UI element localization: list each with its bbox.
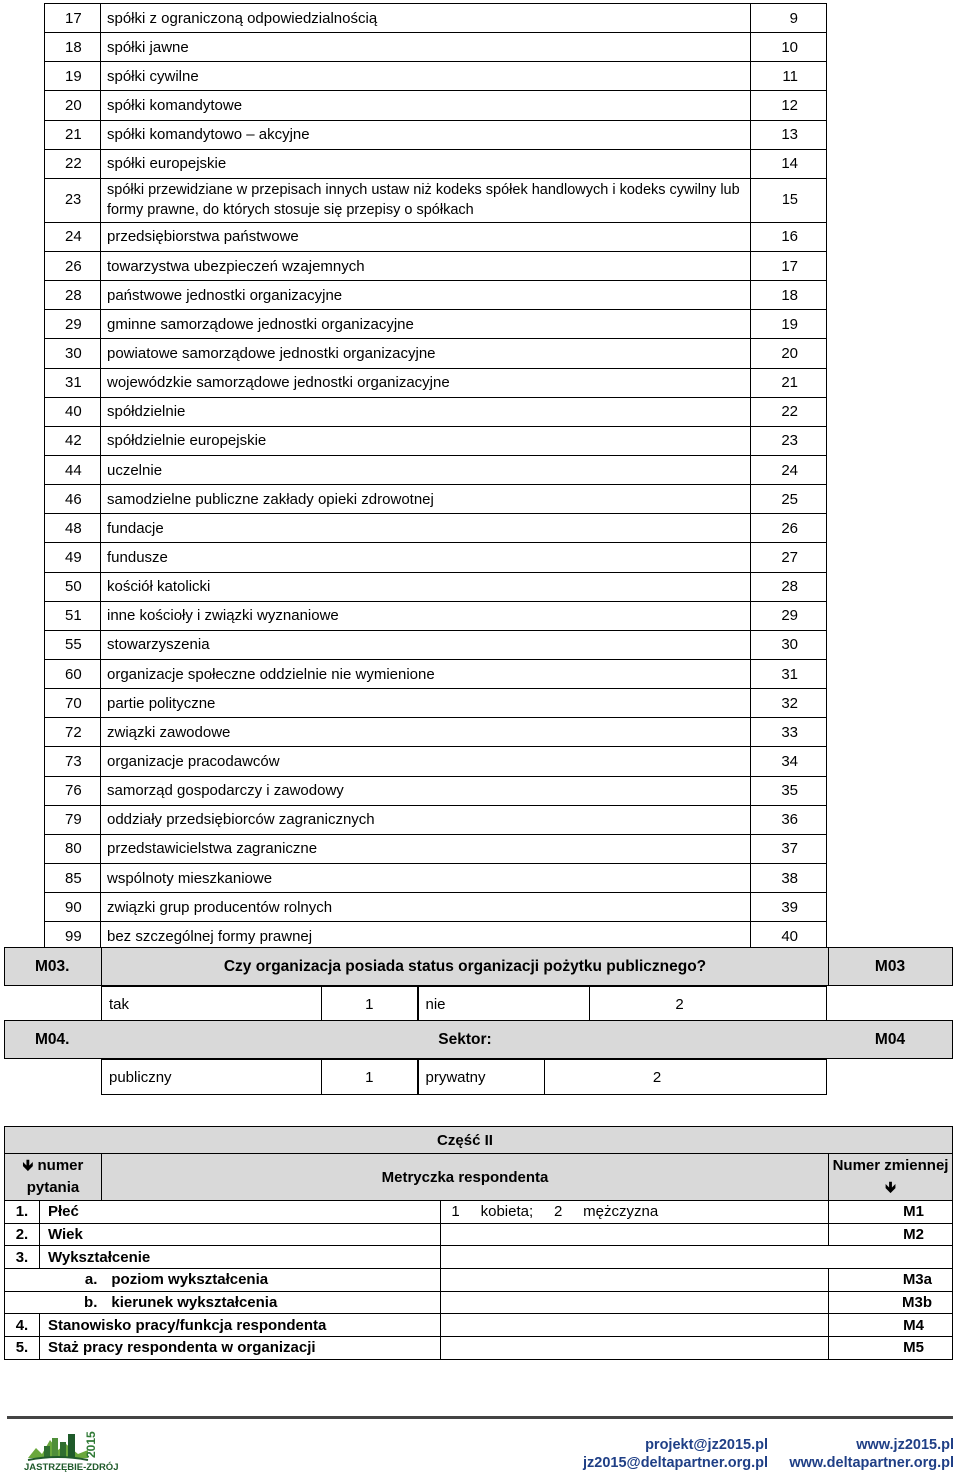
code-row <box>45 572 827 601</box>
code-value: 25 <box>751 485 827 514</box>
code-row <box>45 62 827 91</box>
option-label: nie <box>418 987 590 1022</box>
question-label: Wykształcenie <box>39 1246 440 1269</box>
code-row <box>45 485 827 514</box>
question-id: M03. <box>35 958 70 975</box>
form-number: 50 <box>45 572 101 601</box>
form-label: wojewódzkie samorządowe jednostki organizacyjne <box>101 368 751 397</box>
form-label: wspólnoty mieszkaniowe <box>101 863 751 892</box>
form-label: organizacje społeczne oddzielnie nie wymienione <box>101 659 751 688</box>
form-number: 46 <box>45 485 101 514</box>
form-label: bez szczególnej formy prawnej <box>101 922 751 951</box>
code-row <box>45 893 827 922</box>
code-value: 37 <box>751 834 827 863</box>
code-row <box>45 514 827 543</box>
code-row <box>45 863 827 892</box>
question-label: Stanowisko pracy/funkcja respondenta <box>39 1314 440 1337</box>
form-number: 85 <box>45 863 101 892</box>
code-row <box>45 543 827 572</box>
form-number: 90 <box>45 893 101 922</box>
code-value: 31 <box>751 659 827 688</box>
form-label: przedsiębiorstwa państwowe <box>101 222 751 251</box>
form-label: spółki cywilne <box>101 62 751 91</box>
form-number: 44 <box>45 455 101 484</box>
variable-id: M5 <box>829 1337 953 1360</box>
form-number: 76 <box>45 776 101 805</box>
form-label: spółki europejskie <box>101 149 751 178</box>
code-value: 23 <box>751 426 827 455</box>
form-number: 30 <box>45 339 101 368</box>
form-number: 55 <box>45 630 101 659</box>
code-row <box>45 630 827 659</box>
form-label: przedstawicielstwa zagraniczne <box>101 834 751 863</box>
question-text: Sektor: <box>438 1031 492 1048</box>
code-value: 35 <box>751 776 827 805</box>
legal-form-codes-table <box>44 3 827 951</box>
code-value: 21 <box>751 368 827 397</box>
footer-emails <box>583 1436 768 1472</box>
option-value[interactable]: 1 <box>322 987 418 1022</box>
footer-divider <box>7 1416 953 1419</box>
website-link[interactable]: www.deltapartner.org.pl <box>789 1455 954 1471</box>
footer-websites <box>786 1436 954 1472</box>
variable-id: M3b <box>829 1291 953 1314</box>
variable-id: M1 <box>829 1201 953 1224</box>
code-row <box>45 426 827 455</box>
option-value[interactable]: 2 <box>545 1060 827 1095</box>
website-link[interactable]: www.jz2015.pl <box>856 1437 954 1453</box>
column-header-variable: Numer zmiennej 🡻 <box>829 1154 953 1201</box>
question-label: poziom wykształcenia <box>101 1269 441 1292</box>
code-value: 39 <box>751 893 827 922</box>
column-header-title: Metryczka respondenta <box>101 1154 828 1201</box>
code-value: 29 <box>751 601 827 630</box>
form-number: 29 <box>45 310 101 339</box>
code-row <box>45 834 827 863</box>
code-row <box>45 718 827 747</box>
code-value: 28 <box>751 572 827 601</box>
variable-id: M2 <box>829 1223 953 1246</box>
form-number: 23 <box>45 178 101 222</box>
form-label: partie polityczne <box>101 689 751 718</box>
code-value: 22 <box>751 397 827 426</box>
form-label: kościół katolicki <box>101 572 751 601</box>
option-value[interactable]: 2 <box>590 987 827 1022</box>
form-number: 49 <box>45 543 101 572</box>
form-number: 48 <box>45 514 101 543</box>
code-value: 34 <box>751 747 827 776</box>
form-number: 21 <box>45 120 101 149</box>
form-label: inne kościoły i związki wyznaniowe <box>101 601 751 630</box>
answer-options-m03 <box>101 986 827 1022</box>
form-label: powiatowe samorządowe jednostki organizacyjne <box>101 339 751 368</box>
code-row <box>45 397 827 426</box>
form-number: 18 <box>45 33 101 62</box>
form-label: spółki jawne <box>101 33 751 62</box>
code-value: 16 <box>751 222 827 251</box>
form-number: 99 <box>45 922 101 951</box>
code-value: 18 <box>751 281 827 310</box>
form-label: spółki przewidziane w przepisach innych ustaw niż kodeks spółek handlowych i kodeks cywilny lub formy prawne, do których stosuje się przepisy o spółkach <box>101 178 751 222</box>
answer-field[interactable] <box>441 1337 829 1360</box>
code-row <box>45 222 827 251</box>
code-value: 27 <box>751 543 827 572</box>
form-number: 79 <box>45 805 101 834</box>
code-value: 30 <box>751 630 827 659</box>
code-value: 12 <box>751 91 827 120</box>
code-row <box>45 601 827 630</box>
code-row <box>45 689 827 718</box>
form-label: związki zawodowe <box>101 718 751 747</box>
part-ii-table: Część II 🡻 numer pytania Metryczka respondenta Numer zmiennej 🡻 1. Płeć 1 kobieta; 2 mężczyzna M1 2. Wiek M2 3. Wykształcenie a. poziom wykształcenia M3a b. kierunek wykształcenia M3b 4. Stanowisko pracy/funkcja respondenta M4 5. Staż pracy respondenta w organizacji M5 <box>4 1126 953 1360</box>
answer-options[interactable]: 1 kobieta; 2 mężczyzna <box>441 1201 829 1224</box>
question-text: Czy organizacja posiada status organizacji pożytku publicznego? <box>223 958 707 975</box>
code-row <box>45 251 827 280</box>
variable-id: M4 <box>829 1314 953 1337</box>
form-label: organizacje pracodawców <box>101 747 751 776</box>
code-value: 11 <box>751 62 827 91</box>
question-label: Wiek <box>39 1223 440 1246</box>
answer-field[interactable] <box>441 1291 829 1314</box>
code-value: 32 <box>751 689 827 718</box>
jastrzebie-zdroj-2015-logo <box>22 1424 119 1476</box>
answer-field[interactable] <box>441 1223 829 1246</box>
code-value: 19 <box>751 310 827 339</box>
form-label: spółki komandytowo – akcyjne <box>101 120 751 149</box>
variable-id: M3a <box>829 1269 953 1292</box>
code-row <box>45 805 827 834</box>
code-row <box>45 747 827 776</box>
code-row <box>45 339 827 368</box>
logo-caption: JASTRZĘBIE-ZDRÓJ <box>24 1462 119 1473</box>
code-row <box>45 178 827 222</box>
option-label: tak <box>102 987 322 1022</box>
form-label: stowarzyszenia <box>101 630 751 659</box>
option-value[interactable]: 1 <box>322 1060 418 1095</box>
form-number: 70 <box>45 689 101 718</box>
form-number: 60 <box>45 659 101 688</box>
form-label: spółki komandytowe <box>101 91 751 120</box>
form-label: gminne samorządowe jednostki organizacyjne <box>101 310 751 339</box>
code-value: 38 <box>751 863 827 892</box>
part-title: Część II <box>101 1127 828 1154</box>
answer-field[interactable] <box>441 1269 829 1292</box>
form-number: 80 <box>45 834 101 863</box>
form-number: 26 <box>45 251 101 280</box>
form-label: spółdzielnie europejskie <box>101 426 751 455</box>
arrow-down-icon: 🡻 <box>22 1157 34 1174</box>
code-value: 15 <box>751 178 827 222</box>
code-value: 10 <box>751 33 827 62</box>
variable-id: M03 <box>874 958 906 975</box>
code-value: 14 <box>751 149 827 178</box>
form-number: 24 <box>45 222 101 251</box>
code-row <box>45 149 827 178</box>
logo-year: 2015 <box>84 1431 98 1458</box>
column-header-question-number: 🡻 numer pytania <box>5 1154 102 1201</box>
question-m03-header <box>4 947 953 986</box>
code-value: 26 <box>751 514 827 543</box>
form-number: 22 <box>45 149 101 178</box>
form-label: towarzystwa ubezpieczeń wzajemnych <box>101 251 751 280</box>
code-value: 20 <box>751 339 827 368</box>
email-link[interactable]: jz2015@deltapartner.org.pl <box>583 1455 768 1471</box>
code-value: 40 <box>751 922 827 951</box>
code-row <box>45 368 827 397</box>
code-row <box>45 310 827 339</box>
code-row <box>45 659 827 688</box>
question-id: M04. <box>35 1031 70 1048</box>
code-row <box>45 33 827 62</box>
codes-body <box>45 4 827 951</box>
form-label: fundusze <box>101 543 751 572</box>
form-number: 42 <box>45 426 101 455</box>
form-label: samodzielne publiczne zakłady opieki zdrowotnej <box>101 485 751 514</box>
question-m04-header <box>4 1020 953 1059</box>
code-row <box>45 4 827 33</box>
form-label: spółki z ograniczoną odpowiedzialnością <box>101 4 751 33</box>
form-label: uczelnie <box>101 455 751 484</box>
code-value: 9 <box>751 4 827 33</box>
variable-id: M04 <box>874 1031 906 1048</box>
form-label: spółdzielnie <box>101 397 751 426</box>
code-row <box>45 120 827 149</box>
form-number: 28 <box>45 281 101 310</box>
form-number: 17 <box>45 4 101 33</box>
form-number: 73 <box>45 747 101 776</box>
question-label: Staż pracy respondenta w organizacji <box>39 1337 440 1360</box>
form-label: oddziały przedsiębiorców zagranicznych <box>101 805 751 834</box>
form-number: 51 <box>45 601 101 630</box>
email-link[interactable]: projekt@jz2015.pl <box>645 1437 768 1453</box>
code-value: 36 <box>751 805 827 834</box>
form-label: samorząd gospodarczy i zawodowy <box>101 776 751 805</box>
form-number: 40 <box>45 397 101 426</box>
option-label: prywatny <box>418 1060 545 1095</box>
form-number: 72 <box>45 718 101 747</box>
code-row <box>45 91 827 120</box>
code-row <box>45 455 827 484</box>
form-label: fundacje <box>101 514 751 543</box>
form-number: 20 <box>45 91 101 120</box>
option-label: publiczny <box>102 1060 322 1095</box>
form-label: państwowe jednostki organizacyjne <box>101 281 751 310</box>
code-row <box>45 776 827 805</box>
question-label: kierunek wykształcenia <box>101 1291 441 1314</box>
code-value: 13 <box>751 120 827 149</box>
answer-options-m04 <box>101 1059 827 1095</box>
form-label: związki grup producentów rolnych <box>101 893 751 922</box>
form-number: 31 <box>45 368 101 397</box>
form-number: 19 <box>45 62 101 91</box>
code-value: 17 <box>751 251 827 280</box>
code-value: 33 <box>751 718 827 747</box>
answer-field[interactable] <box>441 1314 829 1337</box>
code-value: 24 <box>751 455 827 484</box>
question-label: Płeć <box>39 1201 440 1224</box>
arrow-down-icon: 🡻 <box>885 1179 896 1196</box>
code-row <box>45 281 827 310</box>
